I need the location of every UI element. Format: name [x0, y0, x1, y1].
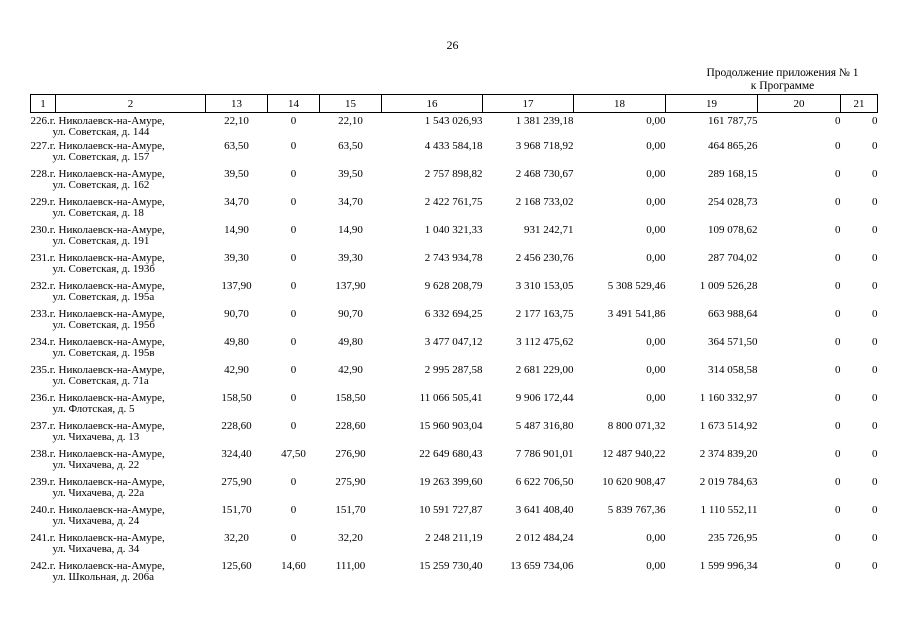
cell-c18: 5 839 767,36	[607, 504, 666, 516]
address-cell	[31, 281, 206, 309]
row-number: 239.	[30, 476, 50, 488]
cell-c17: 6 622 706,50	[515, 476, 574, 488]
header-row	[31, 95, 878, 113]
cell-c13: 125,60	[221, 560, 252, 572]
cell-c20: 0	[835, 336, 841, 348]
row-number: 241.	[30, 532, 50, 544]
address-city: г. Николаевск-на-Амуре,	[49, 364, 165, 376]
cell-c21: 0	[872, 168, 878, 180]
address-cell	[31, 533, 206, 561]
cell-c13: 22,10	[224, 115, 249, 127]
cell-c21: 0	[872, 252, 878, 264]
row-number: 230.	[30, 224, 50, 236]
column-header: 13	[206, 95, 268, 113]
address-street: ул. Советская, д. 71а	[52, 375, 149, 387]
column-header: 1	[31, 95, 56, 113]
address-city: г. Николаевск-на-Амуре,	[49, 504, 165, 516]
cell-c20: 0	[835, 476, 841, 488]
cell-c13: 39,30	[224, 252, 249, 264]
cell-c19: 1 160 332,97	[699, 392, 758, 404]
row-number: 233.	[30, 308, 50, 320]
cell-c18: 0,00	[646, 168, 666, 180]
cell-c19: 109 078,62	[708, 224, 758, 236]
cell-c14: 0	[290, 280, 297, 292]
address-cell	[31, 113, 206, 142]
cell-c19: 364 571,50	[708, 336, 758, 348]
cell-c14: 0	[290, 336, 297, 348]
cell-c15: 151,70	[335, 504, 366, 516]
cell-c18: 12 487 940,22	[602, 448, 666, 460]
cell-c13: 34,70	[224, 196, 249, 208]
cell-c15: 22,10	[338, 115, 363, 127]
cell-c15: 137,90	[335, 280, 366, 292]
cell-c14: 0	[290, 532, 297, 544]
cell-c21: 0	[872, 280, 878, 292]
cell-c17: 931 242,71	[524, 224, 574, 236]
row-number: 227.	[30, 140, 50, 152]
cell-c18: 0,00	[646, 560, 666, 572]
table-row	[31, 225, 878, 253]
cell-c16: 11 066 505,41	[419, 392, 483, 404]
cell-c16: 6 332 694,25	[424, 308, 483, 320]
cell-c21: 0	[872, 420, 878, 432]
table-row	[31, 337, 878, 365]
cell-c13: 90,70	[224, 308, 249, 320]
cell-c21: 0	[872, 532, 878, 544]
address-city: г. Николаевск-на-Амуре,	[49, 140, 165, 152]
cell-c18: 0,00	[646, 336, 666, 348]
cell-c13: 137,90	[221, 280, 252, 292]
address-city: г. Николаевск-на-Амуре,	[49, 168, 165, 180]
address-street: ул. Советская, д. 193б	[52, 263, 155, 275]
table-row	[31, 253, 878, 281]
address-cell	[31, 561, 206, 589]
cell-c13: 228,60	[221, 420, 252, 432]
cell-c14: 47,50	[281, 448, 306, 460]
table-row	[31, 113, 878, 142]
caption-line-1: Продолжение приложения № 1	[706, 67, 859, 79]
table-row	[31, 141, 878, 169]
data-table	[30, 94, 878, 589]
table-row	[31, 365, 878, 393]
cell-c21: 0	[872, 392, 878, 404]
cell-c18: 0,00	[646, 392, 666, 404]
address-street: ул. Советская, д. 18	[52, 207, 144, 219]
cell-c17: 7 786 901,01	[515, 448, 574, 460]
cell-c20: 0	[835, 196, 841, 208]
cell-c19: 464 865,26	[708, 140, 758, 152]
address-cell	[31, 197, 206, 225]
cell-c15: 39,30	[338, 252, 363, 264]
cell-c18: 0,00	[646, 115, 666, 127]
table-row	[31, 281, 878, 309]
table-row	[31, 309, 878, 337]
cell-c19: 161 787,75	[708, 115, 758, 127]
row-number: 234.	[30, 336, 50, 348]
cell-c19: 254 028,73	[708, 196, 758, 208]
cell-c15: 34,70	[338, 196, 363, 208]
cell-c15: 228,60	[335, 420, 366, 432]
address-city: г. Николаевск-на-Амуре,	[49, 420, 165, 432]
cell-c15: 42,90	[338, 364, 363, 376]
cell-c18: 0,00	[646, 140, 666, 152]
cell-c17: 9 906 172,44	[515, 392, 574, 404]
address-city: г. Николаевск-на-Амуре,	[49, 532, 165, 544]
cell-c14: 0	[290, 140, 297, 152]
cell-c13: 14,90	[224, 224, 249, 236]
address-city: г. Николаевск-на-Амуре,	[49, 224, 165, 236]
address-city: г. Николаевск-на-Амуре,	[49, 252, 165, 264]
cell-c21: 0	[872, 448, 878, 460]
address-city: г. Николаевск-на-Амуре,	[49, 115, 165, 127]
table-row	[31, 169, 878, 197]
cell-c20: 0	[835, 280, 841, 292]
cell-c19: 1 599 996,34	[699, 560, 758, 572]
address-cell	[31, 169, 206, 197]
cell-c17: 2 468 730,67	[515, 168, 574, 180]
row-number: 232.	[30, 280, 50, 292]
cell-c19: 1 009 526,28	[699, 280, 758, 292]
cell-c15: 63,50	[338, 140, 363, 152]
address-city: г. Николаевск-на-Амуре,	[49, 280, 165, 292]
address-street: ул. Советская, д. 157	[52, 151, 150, 163]
cell-c20: 0	[835, 364, 841, 376]
cell-c17: 3 641 408,40	[515, 504, 574, 516]
cell-c16: 2 743 934,78	[424, 252, 483, 264]
table-row	[31, 477, 878, 505]
address-city: г. Николаевск-на-Амуре,	[49, 476, 165, 488]
cell-c17: 2 168 733,02	[515, 196, 574, 208]
address-cell	[31, 449, 206, 477]
cell-c16: 19 263 399,60	[419, 476, 483, 488]
address-street: ул. Флотская, д. 5	[52, 403, 135, 415]
caption-line-2: к Программе	[750, 80, 815, 92]
column-header: 21	[841, 95, 878, 113]
cell-c20: 0	[835, 560, 841, 572]
cell-c16: 2 757 898,82	[424, 168, 483, 180]
column-header: 18	[574, 95, 666, 113]
cell-c20: 0	[835, 252, 841, 264]
address-street: ул. Советская, д. 195в	[52, 347, 155, 359]
table-row	[31, 421, 878, 449]
cell-c16: 10 591 727,87	[419, 504, 483, 516]
cell-c15: 32,20	[338, 532, 363, 544]
cell-c13: 39,50	[224, 168, 249, 180]
cell-c14: 0	[290, 364, 297, 376]
cell-c19: 2 019 784,63	[699, 476, 758, 488]
address-street: ул. Советская, д. 144	[52, 126, 150, 138]
cell-c14: 0	[290, 420, 297, 432]
column-header: 19	[666, 95, 758, 113]
cell-c15: 39,50	[338, 168, 363, 180]
cell-c14: 0	[290, 308, 297, 320]
address-street: ул. Советская, д. 195а	[52, 291, 155, 303]
table-row	[31, 533, 878, 561]
cell-c17: 1 381 239,18	[515, 115, 574, 127]
row-number: 229.	[30, 196, 50, 208]
cell-c14: 0	[290, 224, 297, 236]
cell-c21: 0	[872, 224, 878, 236]
address-cell	[31, 477, 206, 505]
cell-c16: 1 040 321,33	[424, 224, 483, 236]
cell-c17: 2 012 484,24	[515, 532, 574, 544]
cell-c20: 0	[835, 420, 841, 432]
cell-c16: 2 248 211,19	[425, 532, 483, 544]
address-city: г. Николаевск-на-Амуре,	[49, 196, 165, 208]
address-street: ул. Чихачева, д. 34	[52, 543, 140, 555]
cell-c18: 0,00	[646, 252, 666, 264]
cell-c21: 0	[872, 308, 878, 320]
cell-c15: 275,90	[335, 476, 366, 488]
cell-c16: 9 628 208,79	[424, 280, 483, 292]
cell-c16: 3 477 047,12	[424, 336, 483, 348]
column-header: 16	[382, 95, 483, 113]
cell-c13: 32,20	[224, 532, 249, 544]
cell-c16: 4 433 584,18	[424, 140, 483, 152]
cell-c16: 2 995 287,58	[424, 364, 483, 376]
page-number: 26	[446, 38, 459, 52]
row-number: 228.	[30, 168, 50, 180]
cell-c19: 235 726,95	[708, 532, 758, 544]
row-number: 226.	[30, 115, 50, 127]
address-street: ул. Школьная, д. 206а	[52, 571, 155, 583]
cell-c17: 3 310 153,05	[515, 280, 574, 292]
table-header	[31, 95, 878, 113]
address-cell	[31, 309, 206, 337]
cell-c13: 49,80	[224, 336, 249, 348]
appendix-caption	[690, 67, 875, 93]
cell-c17: 13 659 734,06	[510, 560, 574, 572]
row-number: 238.	[30, 448, 50, 460]
address-street: ул. Советская, д. 195б	[52, 319, 155, 331]
cell-c17: 5 487 316,80	[515, 420, 574, 432]
cell-c13: 151,70	[221, 504, 252, 516]
address-cell	[31, 505, 206, 533]
address-street: ул. Чихачева, д. 22	[52, 459, 140, 471]
cell-c21: 0	[872, 476, 878, 488]
address-street: ул. Чихачева, д. 24	[52, 515, 140, 527]
cell-c16: 15 259 730,40	[419, 560, 483, 572]
cell-c13: 63,50	[224, 140, 249, 152]
cell-c15: 158,50	[335, 392, 366, 404]
cell-c19: 314 058,58	[708, 364, 758, 376]
table-row	[31, 561, 878, 589]
cell-c19: 1 673 514,92	[699, 420, 758, 432]
cell-c18: 10 620 908,47	[602, 476, 666, 488]
column-header: 20	[758, 95, 841, 113]
column-header: 2	[56, 95, 206, 113]
row-number: 231.	[30, 252, 50, 264]
address-cell	[31, 421, 206, 449]
row-number: 237.	[30, 420, 50, 432]
cell-c17: 2 456 230,76	[515, 252, 574, 264]
table-body	[31, 113, 878, 590]
address-street: ул. Чихачева, д. 22а	[52, 487, 145, 499]
cell-c18: 0,00	[646, 364, 666, 376]
cell-c18: 3 491 541,86	[607, 308, 666, 320]
row-number: 236.	[30, 392, 50, 404]
cell-c18: 5 308 529,46	[607, 280, 666, 292]
address-city: г. Николаевск-на-Амуре,	[49, 308, 165, 320]
cell-c19: 1 110 552,11	[700, 504, 758, 516]
cell-c20: 0	[835, 532, 841, 544]
address-cell	[31, 225, 206, 253]
cell-c17: 3 968 718,92	[515, 140, 574, 152]
table-row	[31, 505, 878, 533]
row-number: 242.	[30, 560, 50, 572]
address-cell	[31, 393, 206, 421]
table-row	[31, 393, 878, 421]
cell-c19: 289 168,15	[708, 168, 758, 180]
cell-c19: 663 988,64	[708, 308, 758, 320]
address-city: г. Николаевск-на-Амуре,	[49, 448, 165, 460]
cell-c21: 0	[872, 196, 878, 208]
address-cell	[31, 253, 206, 281]
address-cell	[31, 365, 206, 393]
cell-c15: 49,80	[338, 336, 363, 348]
cell-c21: 0	[872, 560, 878, 572]
cell-c20: 0	[835, 448, 841, 460]
address-street: ул. Советская, д. 191	[52, 235, 150, 247]
cell-c21: 0	[872, 115, 878, 127]
cell-c15: 276,90	[335, 448, 366, 460]
cell-c16: 22 649 680,43	[419, 448, 483, 460]
column-header: 14	[268, 95, 320, 113]
cell-c14: 0	[290, 392, 297, 404]
cell-c13: 42,90	[224, 364, 249, 376]
cell-c14: 0	[290, 476, 297, 488]
address-city: г. Николаевск-на-Амуре,	[49, 560, 165, 572]
address-cell	[31, 337, 206, 365]
cell-c18: 0,00	[646, 196, 666, 208]
cell-c17: 3 112 475,62	[516, 336, 574, 348]
cell-c15: 14,90	[338, 224, 363, 236]
cell-c13: 158,50	[221, 392, 252, 404]
cell-c21: 0	[872, 504, 878, 516]
row-number: 240.	[30, 504, 50, 516]
address-street: ул. Советская, д. 162	[52, 179, 150, 191]
cell-c14: 0	[290, 168, 297, 180]
table-row	[31, 449, 878, 477]
cell-c21: 0	[872, 336, 878, 348]
cell-c16: 1 543 026,93	[424, 115, 483, 127]
cell-c20: 0	[835, 115, 841, 127]
cell-c16: 2 422 761,75	[424, 196, 483, 208]
cell-c20: 0	[835, 392, 841, 404]
cell-c16: 15 960 903,04	[419, 420, 483, 432]
address-city: г. Николаевск-на-Амуре,	[49, 336, 165, 348]
column-header: 15	[320, 95, 382, 113]
cell-c18: 8 800 071,32	[607, 420, 666, 432]
address-city: г. Николаевск-на-Амуре,	[49, 392, 165, 404]
cell-c19: 287 704,02	[708, 252, 758, 264]
cell-c14: 0	[290, 504, 297, 516]
cell-c15: 111,00	[335, 560, 366, 572]
cell-c18: 0,00	[646, 224, 666, 236]
cell-c13: 324,40	[221, 448, 252, 460]
cell-c17: 2 177 163,75	[515, 308, 574, 320]
cell-c18: 0,00	[646, 532, 666, 544]
row-number: 235.	[30, 364, 50, 376]
cell-c20: 0	[835, 168, 841, 180]
address-street: ул. Чихачева, д. 13	[52, 431, 140, 443]
cell-c19: 2 374 839,20	[699, 448, 758, 460]
cell-c20: 0	[835, 224, 841, 236]
cell-c14: 14,60	[281, 560, 306, 572]
cell-c20: 0	[835, 308, 841, 320]
cell-c14: 0	[290, 115, 297, 127]
cell-c20: 0	[835, 504, 841, 516]
cell-c13: 275,90	[221, 476, 252, 488]
cell-c14: 0	[290, 252, 297, 264]
cell-c17: 2 681 229,00	[515, 364, 574, 376]
cell-c21: 0	[872, 140, 878, 152]
cell-c14: 0	[290, 196, 297, 208]
cell-c21: 0	[872, 364, 878, 376]
cell-c15: 90,70	[338, 308, 363, 320]
table-row	[31, 197, 878, 225]
column-header: 17	[483, 95, 574, 113]
cell-c20: 0	[835, 140, 841, 152]
address-cell	[31, 141, 206, 169]
